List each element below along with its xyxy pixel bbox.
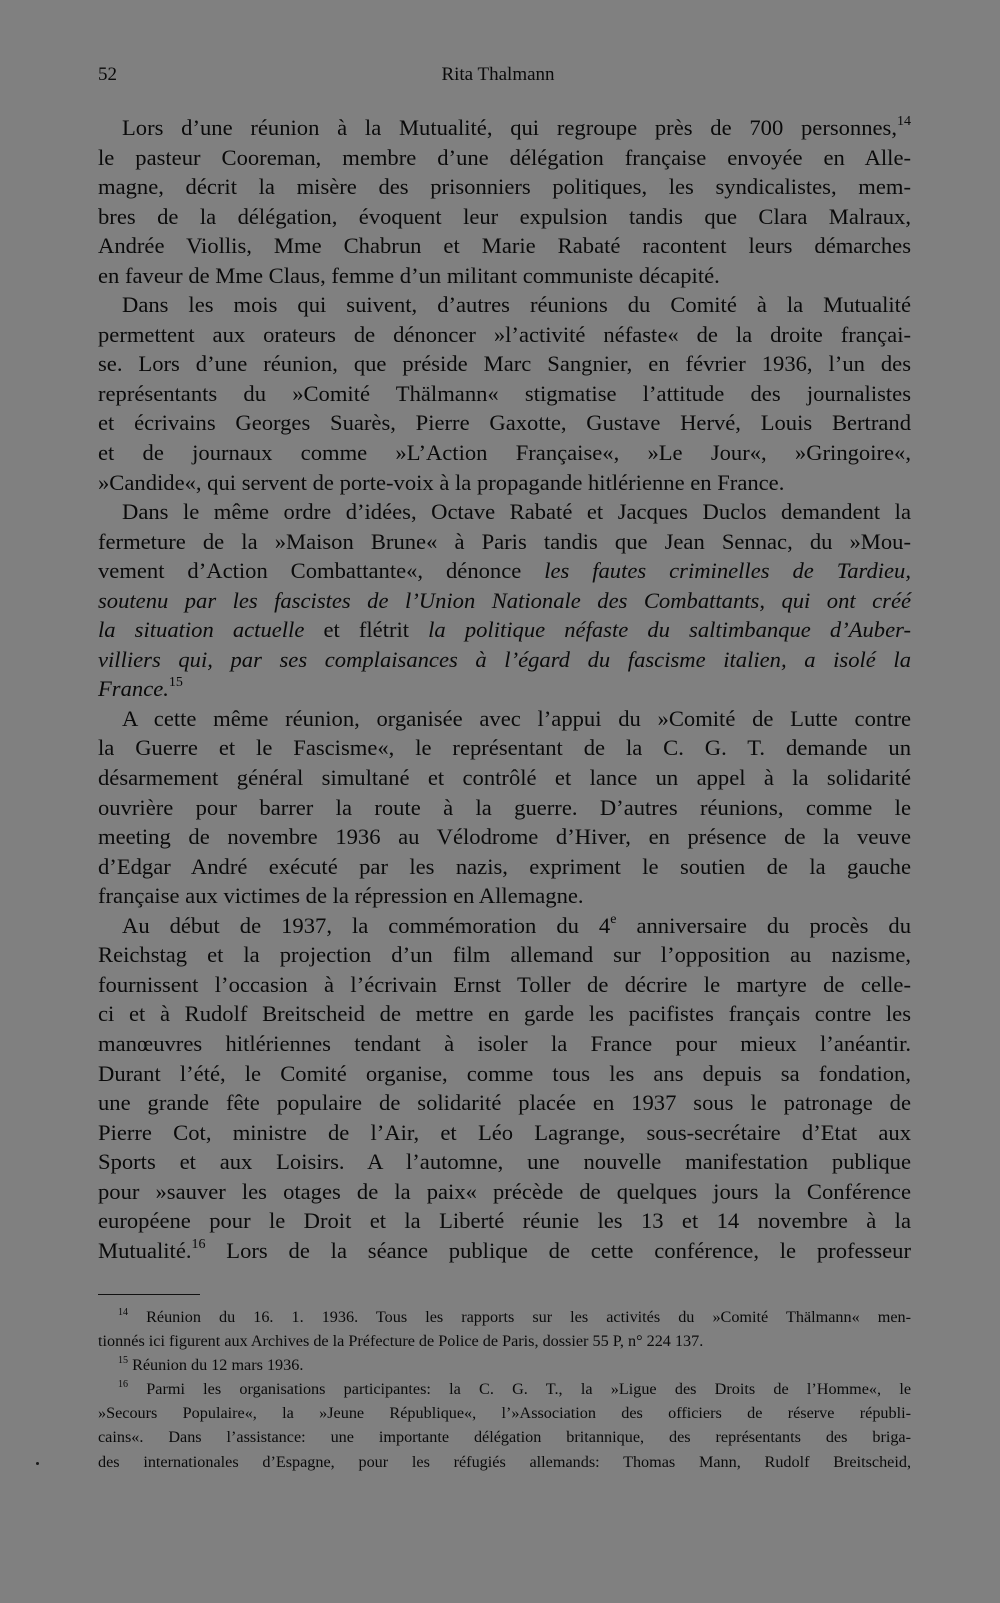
running-head <box>98 64 898 90</box>
body-line <box>98 674 911 704</box>
text-run: Au début de 1937, la commémoration du 4 <box>122 912 611 938</box>
italic-quote: soutenu par les fascistes de l’Union Nationale des Combattants, qui ont créé <box>98 587 911 613</box>
body-line <box>98 793 911 823</box>
text-run: le pasteur Cooreman, membre d’une délégation française envoyée en Alle- <box>98 144 911 170</box>
text-run: permettent aux orateurs de dénoncer »l’activité néfaste« de la droite françai- <box>98 321 911 347</box>
body-line <box>98 408 911 438</box>
body-line <box>98 940 911 970</box>
text-run: Lors de la séance publique de cette conférence, le professeur <box>205 1237 911 1263</box>
text-run: ci et à Rudolf Breitscheid de mettre en garde les pacifistes français contre les <box>98 1001 911 1027</box>
body-line <box>98 379 911 409</box>
body-line <box>98 113 911 143</box>
footnote-line <box>98 1401 911 1425</box>
text-run: fournissent l’occasion à l’écrivain Ernst Toller de décrire le martyre de celle- <box>98 971 911 997</box>
text-run: ouvrière pour barrer la route à la guerre. D’autres réunions, comme le <box>98 794 911 820</box>
body-line <box>98 468 911 498</box>
body-line <box>98 1059 911 1089</box>
ordinal-suffix: e <box>610 911 617 927</box>
text-run: vement d’Action Combattante«, dénonce <box>98 558 545 584</box>
body-line <box>98 970 911 1000</box>
italic-quote: villiers qui, par ses complaisances à l’égard du fascisme italien, a isolé la <box>98 646 911 672</box>
text-run: »Candide«, qui servent de porte-voix à la propagande hitlérienne en France. <box>98 469 785 495</box>
body-line <box>98 172 911 202</box>
text-run: pour »sauver les otages de la paix« précède de quelques jours la Conférence <box>98 1178 911 1204</box>
body-line <box>98 231 911 261</box>
footnotes <box>98 1305 911 1474</box>
body-line <box>98 1147 911 1177</box>
text-run: cains«. Dans l’assistance: une importante délégation britannique, des représentants des briga- <box>98 1428 911 1447</box>
text-run: Reichstag et la projection d’un film allemand sur l’opposition au nazisme, <box>98 942 911 968</box>
body-line <box>98 261 911 291</box>
text-run: magne, décrit la misère des prisonniers politiques, les syndicalistes, mem- <box>98 174 911 200</box>
text-run: manœuvres hitlériennes tendant à isoler la France pour mieux l’anéantir. <box>98 1030 911 1056</box>
text-run: Parmi les organisations participantes: la C. G. T., la »Ligue des Droits de l’Homme«, le <box>128 1380 911 1399</box>
footnote-reference: 15 <box>168 675 183 691</box>
footnote-number: 14 <box>118 1306 129 1318</box>
text-run: et de journaux comme »L’Action Française«, »Le Jour«, »Gringoire«, <box>98 440 911 466</box>
footnote-number: 16 <box>118 1378 129 1390</box>
italic-quote: la politique néfaste du saltimbanque d’Auber- <box>428 617 911 643</box>
text-run: en faveur de Mme Claus, femme d’un militant communiste décapité. <box>98 262 720 288</box>
footnote-line <box>98 1377 911 1401</box>
text-run: des internationales d’Espagne, pour les réfugiés allemands: Thomas Mann, Rudolf Breitscheid, <box>98 1452 911 1471</box>
text-run: d’Edgar André exécuté par les nazis, expriment le soutien de la gauche <box>98 853 911 879</box>
body-line <box>98 1088 911 1118</box>
text-run: anniversaire du procès du <box>616 912 911 938</box>
body-line <box>98 645 911 675</box>
body-line <box>98 202 911 232</box>
body-line <box>98 1206 911 1236</box>
text-run: A cette même réunion, organisée avec l’appui du »Comité de Lutte contre <box>122 705 911 731</box>
text-run: meeting de novembre 1936 au Vélodrome d’Hiver, en présence de la veuve <box>98 824 911 850</box>
footnote-line <box>98 1329 911 1353</box>
body-line <box>98 290 911 320</box>
text-run: Mutualité. <box>98 1237 192 1263</box>
text-run: Pierre Cot, ministre de l’Air, et Léo Lagrange, sous-secrétaire d’Etat aux <box>98 1119 911 1145</box>
italic-quote: la situation actuelle <box>98 617 305 643</box>
body-line <box>98 1236 911 1266</box>
text-run: une grande fête populaire de solidarité placée en 1937 sous le patronage de <box>98 1090 911 1116</box>
body-line <box>98 999 911 1029</box>
text-run: la Guerre et le Fascisme«, le représentant de la C. G. T. demande un <box>98 735 911 761</box>
page-number: 52 <box>98 64 117 85</box>
text-run: Lors d’une réunion à la Mutualité, qui regroupe près de 700 personnes, <box>122 115 897 140</box>
footnote-number: 15 <box>118 1354 129 1366</box>
body-line <box>98 586 911 616</box>
body-line <box>98 1029 911 1059</box>
body-line <box>98 438 911 468</box>
text-run: Andrée Viollis, Mme Chabrun et Marie Rabaté racontent leurs démarches <box>98 233 911 259</box>
body-line <box>98 704 911 734</box>
text-run: Réunion du 12 mars 1936. <box>128 1356 304 1375</box>
footnote-line <box>98 1450 911 1474</box>
body-line <box>98 852 911 882</box>
text-run: Dans les mois qui suivent, d’autres réunions du Comité à la Mutualité <box>122 292 911 318</box>
body-line <box>98 881 911 911</box>
body-text <box>98 113 911 1265</box>
footnote-line <box>98 1305 911 1329</box>
body-line <box>98 822 911 852</box>
text-run: et écrivains Georges Suarès, Pierre Gaxotte, Gustave Hervé, Louis Bertrand <box>98 410 911 436</box>
italic-quote: les fautes criminelles de Tardieu, <box>544 558 911 584</box>
body-line <box>98 497 911 527</box>
body-line <box>98 1118 911 1148</box>
scan-speck <box>36 1462 39 1465</box>
body-line <box>98 1177 911 1207</box>
body-line <box>98 556 911 586</box>
body-line <box>98 733 911 763</box>
body-line <box>98 349 911 379</box>
text-run: bres de la délégation, évoquent leur expulsion tandis que Clara Malraux, <box>98 203 911 229</box>
body-line <box>98 527 911 557</box>
italic-quote: France. <box>98 676 169 702</box>
footnote-divider <box>98 1294 200 1295</box>
body-line <box>98 143 911 173</box>
body-line <box>98 615 911 645</box>
body-line <box>98 763 911 793</box>
text-run: Dans le même ordre d’idées, Octave Rabaté et Jacques Duclos demandent la <box>122 499 911 525</box>
running-head-author: Rita Thalmann <box>441 64 555 85</box>
body-line <box>98 320 911 350</box>
text-run: se. Lors d’une réunion, que préside Marc Sangnier, en février 1936, l’un des <box>98 351 911 377</box>
footnote-reference: 14 <box>897 114 911 130</box>
text-run: européene pour le Droit et la Liberté réunie les 13 et 14 novembre à la <box>98 1208 911 1234</box>
text-run: »Secours Populaire«, la »Jeune République«, l’»Association des officiers de réserve républi- <box>98 1404 911 1423</box>
text-run: tionnés ici figurent aux Archives de la Préfecture de Police de Paris, dossier 55 P, n° 224 137. <box>98 1332 704 1351</box>
text-run: représentants du »Comité Thälmann« stigmatise l’attitude des journalistes <box>98 380 911 406</box>
text-run: et flétrit <box>304 617 429 643</box>
text-run: Durant l’été, le Comité organise, comme tous les ans depuis sa fondation, <box>98 1060 911 1086</box>
text-run: française aux victimes de la répression en Allemagne. <box>98 883 584 909</box>
text-run: Réunion du 16. 1. 1936. Tous les rapports sur les activités du »Comité Thälmann« men- <box>128 1308 911 1326</box>
text-run: fermeture de la »Maison Brune« à Paris tandis que Jean Sennac, du »Mou- <box>98 528 911 554</box>
text-run: Sports et aux Loisirs. A l’automne, une nouvelle manifestation publique <box>98 1149 911 1175</box>
footnote-line <box>98 1353 911 1377</box>
body-line <box>98 911 911 941</box>
text-run: désarmement général simultané et contrôlé et lance un appel à la solidarité <box>98 765 911 791</box>
footnote-line <box>98 1425 911 1449</box>
footnote-reference: 16 <box>191 1236 206 1252</box>
